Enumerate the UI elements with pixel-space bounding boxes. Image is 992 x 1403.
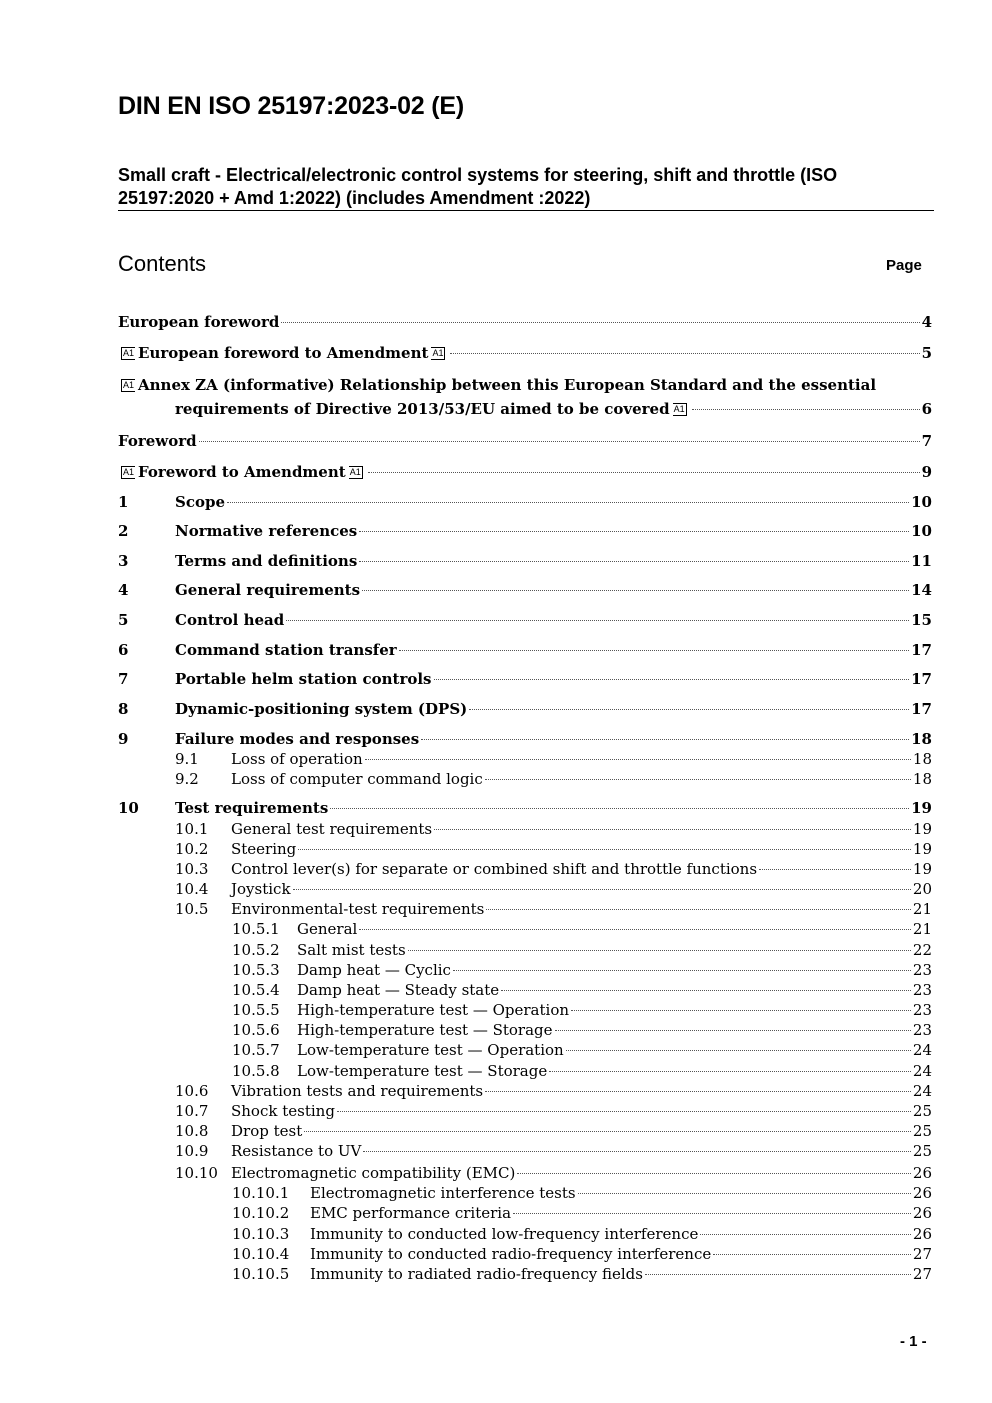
dot-leader (434, 828, 911, 830)
dot-leader (571, 1009, 911, 1011)
toc-page-number: 25 (912, 1142, 932, 1160)
toc-page-number: 24 (912, 1041, 932, 1059)
dot-leader (408, 949, 911, 951)
dot-leader (453, 969, 911, 971)
dot-leader (486, 908, 911, 910)
toc-entry-clause-9[interactable] (118, 729, 932, 749)
toc-entry-text: European foreword (118, 313, 280, 331)
toc-entry-text: Failure modes and responses (175, 730, 420, 748)
toc-page-number: 27 (912, 1265, 932, 1283)
toc-entry-foreword-amendment[interactable] (118, 462, 932, 482)
dot-leader (700, 1233, 911, 1235)
toc-entry-text: High-temperature test — Operation (297, 1001, 570, 1019)
toc-entry-clause-10-8[interactable] (118, 1121, 932, 1141)
dot-leader (501, 989, 911, 991)
clause-number: 10.7 (175, 1102, 209, 1120)
toc-entry-text: Control lever(s) for separate or combined shift and throttle functions (231, 860, 758, 878)
toc-page-number: 24 (912, 1062, 932, 1080)
toc-page-number: 26 (912, 1164, 932, 1182)
clause-number: 10.5.3 (232, 961, 280, 979)
toc-page-number: 11 (911, 552, 932, 570)
title-divider (118, 210, 934, 211)
toc-entry-clause-10-10-3[interactable] (118, 1224, 932, 1244)
toc-page-number: 19 (912, 820, 932, 838)
clause-number: 10.2 (175, 840, 209, 858)
toc-entry-text: General (297, 920, 358, 938)
toc-page-number: 4 (921, 313, 932, 331)
dot-leader (485, 1090, 911, 1092)
toc-page-number: 6 (921, 400, 932, 418)
toc-entry-text: Test requirements (175, 799, 329, 817)
dot-leader (555, 1029, 911, 1031)
toc-entry-clause-10-7[interactable] (118, 1101, 932, 1121)
toc-entry-text-line1: Annex ZA (informative) Relationship between this European Standard and the essential (138, 376, 877, 394)
toc-entry-clause-10-5[interactable] (118, 899, 932, 919)
dot-leader (759, 868, 911, 870)
dot-leader (293, 888, 911, 890)
toc-entry-clause-10-5-5[interactable] (118, 1000, 932, 1020)
toc-page-number: 19 (912, 860, 932, 878)
toc-page-number: 26 (912, 1204, 932, 1222)
amendment-end-icon: A1 (673, 404, 685, 414)
toc-page-number: 22 (912, 941, 932, 959)
toc-entry-text: Damp heat — Cyclic (297, 961, 451, 979)
toc-page-number: 15 (911, 611, 932, 629)
toc-page-number: 7 (921, 432, 932, 450)
toc-page-number: 25 (912, 1122, 932, 1140)
dot-leader (286, 619, 909, 621)
clause-number: 9.2 (175, 770, 199, 788)
dot-leader (399, 649, 909, 651)
clause-number: 10.10.2 (232, 1204, 290, 1222)
toc-entry-clause-10-6[interactable] (118, 1081, 932, 1101)
clause-number: 10.10.1 (232, 1184, 290, 1202)
toc-page-number: 21 (912, 920, 932, 938)
amendment-start-icon: A1 (123, 348, 135, 358)
dot-leader (434, 678, 910, 680)
dot-leader (713, 1253, 911, 1255)
dot-leader (566, 1049, 911, 1051)
clause-number: 10.4 (175, 880, 209, 898)
dot-leader (363, 1150, 911, 1152)
dot-leader (469, 708, 909, 710)
toc-entry-clause-10-3[interactable] (118, 859, 932, 879)
toc-entry-clause-10-10-4[interactable] (118, 1244, 932, 1264)
document-subtitle: Small craft - Electrical/electronic control systems for steering, shift and throttle (ISO 25197:2020 + Amd 1:2022) (includes Amendment :2022) (118, 165, 838, 208)
dot-leader (692, 408, 920, 410)
toc-page-number: 18 (912, 750, 932, 768)
toc-entry-clause-7[interactable] (118, 669, 932, 689)
dot-leader (578, 1192, 911, 1194)
dot-leader (368, 471, 920, 473)
toc-entry-clause-8[interactable] (118, 699, 932, 719)
toc-entry-text: Foreword to Amendment (138, 463, 346, 481)
toc-page-number: 9 (921, 463, 932, 481)
toc-page-number: 20 (912, 880, 932, 898)
toc-entry-european-foreword-amendment[interactable] (118, 343, 932, 363)
amendment-end-icon: A1 (432, 348, 444, 358)
toc-entry-text: Resistance to UV (231, 1142, 362, 1160)
toc-entry-text: High-temperature test — Storage (297, 1021, 553, 1039)
dot-leader (362, 589, 909, 591)
dot-leader (365, 758, 911, 760)
page-number-footer: - 1 - (900, 1333, 927, 1350)
dot-leader (485, 778, 911, 780)
toc-page-number: 10 (911, 493, 932, 511)
toc-entry-european-foreword[interactable] (118, 312, 932, 332)
clause-number: 10.5.5 (232, 1001, 280, 1019)
clause-number: 10.6 (175, 1082, 209, 1100)
contents-heading: Contents (118, 251, 207, 276)
toc-entry-clause-10-10-2[interactable] (118, 1203, 932, 1223)
toc-entry-clause-10-5-8[interactable] (118, 1061, 932, 1081)
document-title: DIN EN ISO 25197:2023-02 (E) (118, 92, 464, 120)
clause-number: 10.5.1 (232, 920, 280, 938)
toc-entry-clause-10-1[interactable] (118, 819, 932, 839)
clause-number: 10.3 (175, 860, 209, 878)
toc-entry-text: European foreword to Amendment (138, 344, 429, 362)
clause-number: 1 (118, 493, 129, 511)
clause-number: 10.8 (175, 1122, 209, 1140)
clause-number: 8 (118, 700, 129, 718)
clause-number: 10.5.7 (232, 1041, 280, 1059)
clause-number: 2 (118, 522, 129, 540)
clause-number: 10 (118, 799, 139, 817)
toc-entry-clause-10-10-5[interactable] (118, 1264, 932, 1284)
toc-entry-clause-10-4[interactable] (118, 879, 932, 899)
toc-entry-text: Steering (231, 840, 297, 858)
toc-page-number: 18 (911, 730, 932, 748)
toc-entry-clause-5[interactable] (118, 610, 932, 630)
toc-entry-text: Shock testing (231, 1102, 335, 1120)
toc-entry-text: Dynamic-positioning system (DPS) (175, 700, 468, 718)
toc-entry-clause-9-1[interactable] (118, 749, 932, 769)
clause-number: 7 (118, 670, 129, 688)
toc-entry-text: Control head (175, 611, 285, 629)
clause-number: 4 (118, 581, 129, 599)
toc-entry-text: Command station transfer (175, 641, 397, 659)
toc-entry-clause-3[interactable] (118, 551, 932, 571)
dot-leader (359, 530, 909, 532)
toc-entry-clause-10-5-3[interactable] (118, 960, 932, 980)
dot-leader (304, 1130, 911, 1132)
toc-entry-text: General test requirements (231, 820, 433, 838)
toc-entry-text: Immunity to radiated radio-frequency fields (310, 1265, 643, 1283)
dot-leader (298, 848, 911, 850)
toc-entry-text: Loss of operation (231, 750, 363, 768)
dot-leader (513, 1212, 911, 1214)
toc-entry-clause-10-5-6[interactable] (118, 1020, 932, 1040)
toc-entry-clause-2[interactable] (118, 521, 932, 541)
toc-page-number: 24 (912, 1082, 932, 1100)
toc-entry-foreword[interactable] (118, 431, 932, 451)
clause-number: 9 (118, 730, 129, 748)
toc-entry-text: Normative references (175, 522, 358, 540)
dot-leader (421, 738, 909, 740)
toc-page-number: 10 (911, 522, 932, 540)
toc-entry-text: Salt mist tests (297, 941, 406, 959)
toc-entry-text: Portable helm station controls (175, 670, 432, 688)
toc-entry-text: EMC performance criteria (310, 1204, 512, 1222)
toc-entry-clause-9-2[interactable] (118, 769, 932, 789)
toc-entry-text: Electromagnetic interference tests (310, 1184, 576, 1202)
dot-leader (227, 501, 909, 503)
clause-number: 3 (118, 552, 129, 570)
toc-entry-clause-10-5-1[interactable] (118, 919, 932, 939)
toc-entry-clause-10[interactable] (118, 798, 932, 818)
clause-number: 6 (118, 641, 129, 659)
toc-entry-text: Loss of computer command logic (231, 770, 483, 788)
toc-entry-text-line2: requirements of Directive 2013/53/EU aimed to be covered (175, 400, 670, 418)
page-column-heading: Page (886, 257, 922, 274)
clause-number: 10.10.3 (232, 1225, 290, 1243)
toc-page-number: 17 (911, 670, 932, 688)
toc-entry-text: Terms and definitions (175, 552, 358, 570)
toc-page-number: 17 (911, 641, 932, 659)
toc-entry-text: Foreword (118, 432, 197, 450)
toc-entry-text: Low-temperature test — Storage (297, 1062, 548, 1080)
toc-entry-clause-10-9[interactable] (118, 1141, 932, 1161)
toc-page-number: 23 (912, 961, 932, 979)
amendment-end-icon: A1 (349, 467, 361, 477)
toc-entry-text: Damp heat — Steady state (297, 981, 500, 999)
toc-page-number: 18 (912, 770, 932, 788)
toc-page-number: 26 (912, 1225, 932, 1243)
toc-page-number: 14 (911, 581, 932, 599)
clause-number: 10.5.2 (232, 941, 280, 959)
clause-number: 10.1 (175, 820, 209, 838)
toc-entry-clause-10-2[interactable] (118, 839, 932, 859)
amendment-start-icon: A1 (123, 380, 135, 390)
dot-leader (517, 1172, 911, 1174)
clause-number: 10.9 (175, 1142, 209, 1160)
toc-entry-text: Drop test (231, 1122, 303, 1140)
dot-leader (199, 440, 920, 442)
clause-number: 10.5.4 (232, 981, 280, 999)
toc-page-number: 26 (912, 1184, 932, 1202)
toc-entry-clause-10-5-2[interactable] (118, 940, 932, 960)
toc-page-number: 19 (912, 840, 932, 858)
dot-leader (450, 352, 919, 354)
clause-number: 10.10.4 (232, 1245, 290, 1263)
toc-page-number: 25 (912, 1102, 932, 1120)
dot-leader (549, 1070, 911, 1072)
toc-entry-text: Immunity to conducted radio-frequency interference (310, 1245, 712, 1263)
dot-leader (281, 321, 919, 323)
dot-leader (359, 560, 909, 562)
toc-entry-clause-10-10-1[interactable] (118, 1183, 932, 1203)
toc-entry-clause-4[interactable] (118, 580, 932, 600)
toc-entry-clause-1[interactable] (118, 492, 932, 512)
toc-entry-clause-10-5-4[interactable] (118, 980, 932, 1000)
clause-number: 10.10.5 (232, 1265, 290, 1283)
toc-page-number: 23 (912, 1001, 932, 1019)
toc-entry-text: Vibration tests and requirements (231, 1082, 484, 1100)
toc-entry-text: Immunity to conducted low-frequency interference (310, 1225, 699, 1243)
toc-entry-clause-6[interactable] (118, 640, 932, 660)
toc-page-number: 27 (912, 1245, 932, 1263)
dot-leader (337, 1110, 911, 1112)
toc-page-number: 21 (912, 900, 932, 918)
clause-number: 10.10 (175, 1164, 218, 1182)
toc-page-number: 23 (912, 981, 932, 999)
clause-number: 10.5.8 (232, 1062, 280, 1080)
toc-page-number: 17 (911, 700, 932, 718)
toc-page-number: 19 (911, 799, 932, 817)
clause-number: 5 (118, 611, 129, 629)
toc-entry-text: Low-temperature test — Operation (297, 1041, 564, 1059)
toc-page-number: 23 (912, 1021, 932, 1039)
amendment-start-icon: A1 (123, 467, 135, 477)
toc-entry-annex-za[interactable] (118, 373, 932, 421)
toc-entry-text: Scope (175, 493, 226, 511)
toc-entry-text: General requirements (175, 581, 361, 599)
toc-entry-text: Electromagnetic compatibility (EMC) (231, 1164, 516, 1182)
clause-number: 9.1 (175, 750, 199, 768)
dot-leader (359, 928, 911, 930)
dot-leader (645, 1273, 911, 1275)
toc-entry-text: Environmental-test requirements (231, 900, 485, 918)
toc-entry-text: Joystick (231, 880, 291, 898)
dot-leader (330, 807, 909, 809)
toc-page-number: 5 (921, 344, 932, 362)
toc-entry-clause-10-5-7[interactable] (118, 1040, 932, 1060)
toc-entry-clause-10-10[interactable] (118, 1163, 932, 1183)
clause-number: 10.5.6 (232, 1021, 280, 1039)
clause-number: 10.5 (175, 900, 209, 918)
